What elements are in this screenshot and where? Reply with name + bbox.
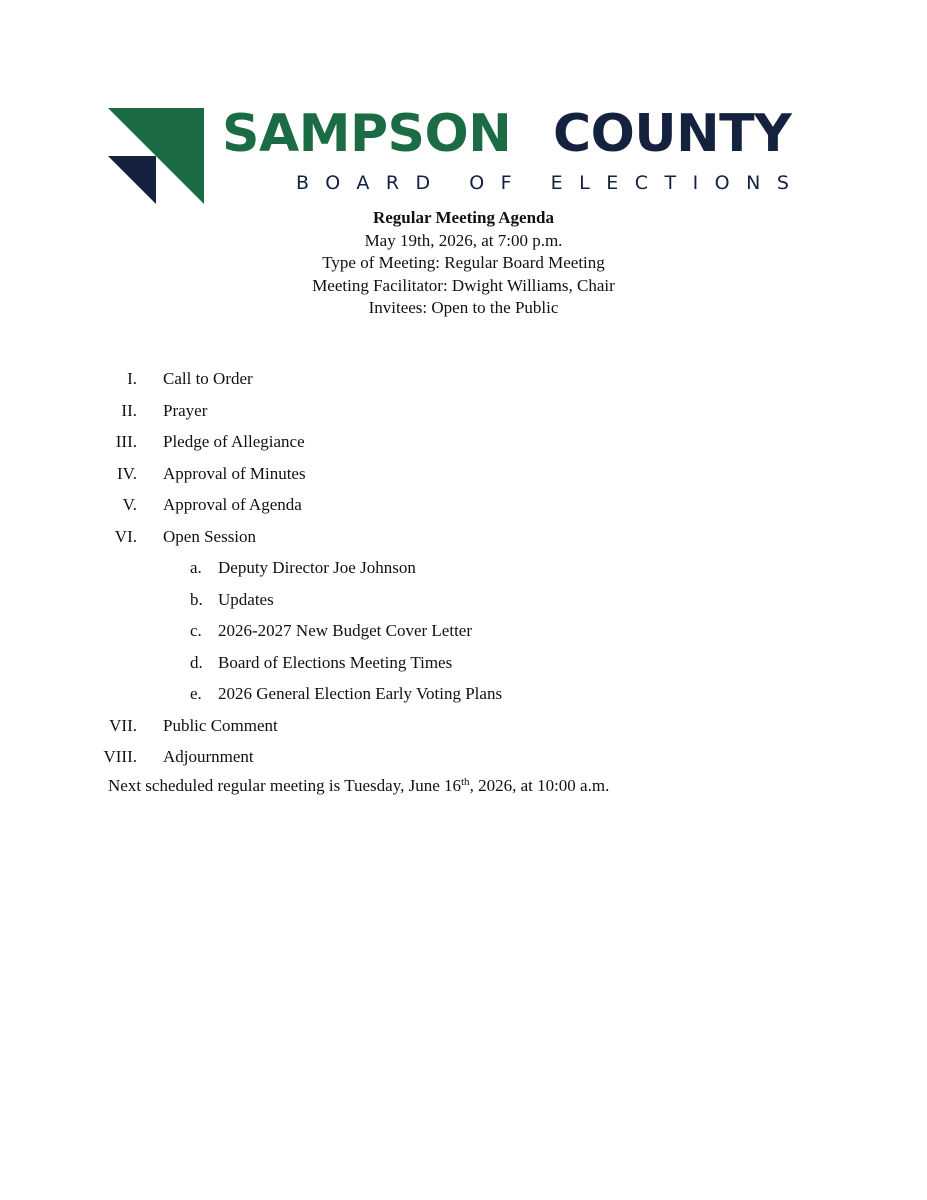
agenda-subitem-label: 2026 General Election Early Voting Plans — [218, 684, 503, 703]
agenda-item-number: VI. — [114, 526, 137, 546]
agenda-header — [0, 207, 927, 320]
agenda-item — [0, 747, 927, 771]
agenda-subitem — [0, 653, 927, 677]
logo-navy-triangle — [108, 156, 156, 204]
agenda-item — [0, 716, 927, 740]
agenda-subitem — [0, 558, 927, 582]
agenda-subitem-letter: b. — [190, 589, 203, 609]
agenda-item-label: Pledge of Allegiance — [163, 432, 305, 451]
agenda-item-number: IV. — [117, 463, 137, 483]
meeting-type: Type of Meeting: Regular Board Meeting — [322, 253, 605, 273]
agenda-item-number: I. — [127, 369, 137, 388]
agenda-subitem — [0, 621, 927, 645]
agenda-item-number: II. — [121, 400, 137, 420]
agenda-item-label: Approval of Agenda — [163, 495, 302, 514]
meeting-date: May 19th, 2026, at 7:00 p.m. — [364, 230, 563, 250]
meeting-facilitator: Meeting Facilitator: Dwight Williams, Chair — [312, 275, 615, 295]
agenda-subitem-label: Board of Elections Meeting Times — [218, 652, 453, 672]
logo-subtitle: BOARD OF ELECTIONS — [296, 172, 806, 194]
agenda-subitem — [0, 684, 927, 708]
logo-word-sampson: SAMPSON — [222, 104, 512, 164]
agenda-item — [0, 432, 927, 456]
agenda-subitem-label: 2026-2027 New Budget Cover Letter — [218, 621, 472, 640]
logo-word-county: COUNTY — [553, 104, 792, 164]
next-meeting-prefix: Next scheduled regular meeting is Tuesday, June 16 — [108, 776, 461, 795]
agenda-item — [0, 369, 927, 393]
agenda-subitem-letter: a. — [190, 558, 202, 577]
agenda-subitem-letter: c. — [190, 621, 202, 640]
agenda-subitem-letter: e. — [190, 684, 202, 703]
agenda-item-label: Prayer — [163, 400, 208, 420]
agenda-item — [0, 495, 927, 519]
agenda-subitem-letter: d. — [190, 652, 203, 672]
meeting-invitees: Invitees: Open to the Public — [368, 298, 559, 318]
agenda-item — [0, 464, 927, 488]
county-logo — [108, 104, 828, 208]
logo-triangles-icon — [108, 108, 204, 204]
agenda-item-label: Public Comment — [163, 715, 278, 735]
agenda-item-label: Call to Order — [163, 369, 253, 388]
agenda-subitem-label: Deputy Director Joe Johnson — [218, 558, 416, 577]
agenda-item-label: Approval of Minutes — [163, 463, 306, 483]
next-meeting-suffix: , 2026, at 10:00 a.m. — [469, 776, 610, 795]
agenda-item — [0, 527, 927, 551]
agenda-item-number: III. — [115, 432, 137, 451]
next-meeting-note — [108, 776, 609, 796]
agenda-item-number: VII. — [109, 715, 137, 735]
agenda-item-number: V. — [122, 495, 137, 514]
agenda-item-label: Open Session — [163, 526, 257, 546]
agenda-title: Regular Meeting Agenda — [372, 208, 554, 227]
agenda-subitem — [0, 590, 927, 614]
agenda-item-number: VIII. — [103, 747, 137, 766]
agenda-item — [0, 401, 927, 425]
next-meeting-ordinal: th — [461, 776, 470, 788]
agenda-item-label: Adjournment — [163, 747, 254, 766]
agenda-subitem-label: Updates — [218, 589, 274, 609]
